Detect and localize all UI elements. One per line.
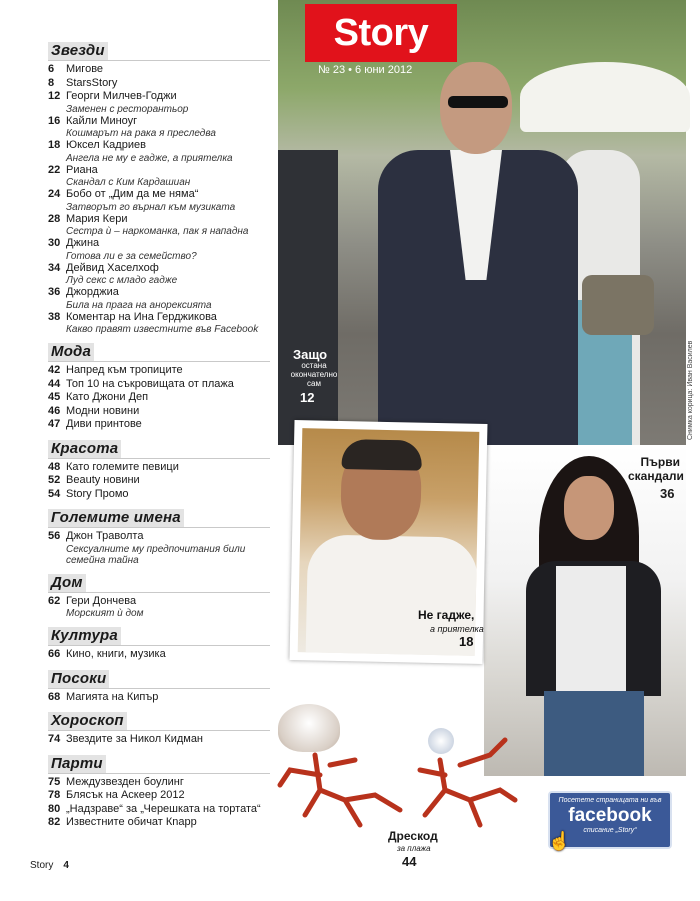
toc-section — [48, 42, 270, 335]
toc-page-number: 75 — [48, 775, 61, 788]
toc-section — [48, 619, 270, 662]
section-divider — [48, 527, 270, 528]
caption-why-sub: остана окончателно сам — [290, 361, 338, 388]
toc-entry-subtitle: Морският ѝ дом — [66, 608, 144, 619]
toc-entry-title: Модни новини — [66, 404, 140, 417]
toc-page-number: 38 — [48, 310, 61, 323]
section-divider — [48, 773, 270, 774]
section-divider — [48, 730, 270, 731]
toc-entry-title: Напред към тропиците — [66, 364, 183, 376]
toc-entry-title: Кайли Миноуг — [66, 114, 138, 127]
toc-entry — [48, 789, 270, 803]
toc-entry-title: Като Джони Деп — [66, 391, 149, 403]
toc-entry — [48, 461, 270, 475]
toc-entry-title: Юксел Кадриев — [66, 139, 146, 151]
toc-entry — [48, 488, 270, 502]
toc-entry-subtitle: Луд секс с младо гадже — [66, 275, 178, 286]
caption-dres-page: 44 — [402, 854, 417, 869]
hand-cursor-icon: ☝ — [548, 831, 571, 851]
cover-man — [378, 62, 578, 445]
page-number: 4 — [63, 860, 69, 871]
caption-dres-title: Дрескод — [388, 829, 438, 843]
pearl-icon — [428, 728, 454, 754]
toc-entry — [48, 733, 270, 747]
caption-dres-sub: за плажа — [397, 844, 431, 853]
toc-page-number: 22 — [48, 163, 61, 176]
toc-section — [48, 432, 270, 502]
section-divider — [48, 688, 270, 689]
section-divider — [48, 60, 270, 61]
facebook-sub-text: списание „Story“ — [583, 827, 637, 834]
toc-page-number: 52 — [48, 474, 61, 486]
toc-entry-title: StarsStory — [66, 76, 118, 89]
section-heading: Култура — [48, 627, 121, 645]
section-heading: Големите имена — [48, 509, 184, 527]
toc-entry-subtitle: Била на прага на анорексията — [66, 299, 212, 311]
toc-entry-title: Известните обичат Кnapp — [66, 816, 197, 828]
toc-entry-title: Джина — [66, 237, 100, 249]
toc-page-number: 62 — [48, 594, 61, 607]
caption-first-page: 36 — [660, 486, 675, 501]
handbag — [582, 275, 654, 335]
toc-page-number: 42 — [48, 364, 61, 376]
toc-entry-title: Георги Милчев-Годжи — [66, 90, 177, 102]
toc-entry-subtitle: Готова ли е за семейство? — [66, 250, 197, 262]
toc-entry-title: Блясък на Аскеер 2012 — [66, 789, 185, 801]
toc-page-number: 8 — [48, 76, 55, 89]
caption-why-title: Защо — [293, 347, 328, 362]
table-of-contents — [48, 42, 270, 830]
sunglasses-icon — [448, 96, 508, 108]
toc-entry — [48, 213, 270, 227]
issue-date: № 23 • 6 юни 2012 — [318, 64, 413, 76]
toc-page-number: 16 — [48, 114, 61, 127]
toc-entry-subtitle: Сестра ѝ – наркоманка, пак я нападна — [66, 226, 249, 237]
section-heading: Парти — [48, 755, 106, 773]
toc-entry-title: Звездите за Никол Кидман — [66, 733, 204, 745]
toc-entry — [48, 776, 270, 790]
toc-entry-title: Като големите певици — [66, 460, 179, 473]
toc-page-number: 34 — [48, 261, 61, 274]
toc-entry-title: Мигове — [66, 63, 104, 75]
toc-page-number: 24 — [48, 188, 61, 200]
section-heading: Дом — [48, 574, 86, 592]
toc-entry-title: Бобо от „Дим да ме няма“ — [66, 188, 199, 200]
facebook-name: facebook — [568, 805, 652, 826]
toc-page-number: 54 — [48, 487, 61, 500]
toc-entry-title: Story Промо — [66, 487, 129, 500]
toc-entry — [48, 803, 270, 817]
toc-section — [48, 335, 270, 432]
toc-page-number: 74 — [48, 733, 61, 745]
toc-entry — [48, 405, 270, 419]
toc-page-number: 80 — [48, 802, 61, 815]
toc-entry-title: Мария Кери — [66, 212, 128, 225]
caption-why-page: 12 — [300, 390, 315, 405]
toc-section — [48, 747, 270, 830]
toc-entry — [48, 816, 270, 830]
shell-icon — [278, 704, 340, 752]
toc-page-number: 82 — [48, 816, 61, 828]
toc-entry-title: Гери Дончева — [66, 594, 137, 607]
toc-entry — [48, 311, 270, 325]
toc-entry — [48, 530, 270, 544]
toc-entry — [48, 474, 270, 488]
section-divider — [48, 645, 270, 646]
toc-entry — [48, 364, 270, 378]
section-heading: Красота — [48, 440, 121, 458]
toc-page-number: 48 — [48, 460, 61, 473]
toc-page-number: 6 — [48, 63, 55, 75]
toc-entry-title: „Надзраве“ за „Черешката на тортата“ — [66, 802, 261, 815]
section-heading: Мода — [48, 343, 94, 361]
toc-entry-subtitle: Сексуалните му предпочитания били семейна тайна — [66, 543, 246, 566]
toc-entry-subtitle: Заменен с ресторантьор — [66, 103, 189, 115]
toc-entry-subtitle: Кошмарът на рака я преследва — [66, 128, 216, 139]
caption-ne-sub: а приятелка — [430, 624, 484, 634]
toc-entry — [48, 378, 270, 392]
section-heading: Звезди — [48, 42, 108, 60]
toc-entry — [48, 262, 270, 276]
toc-entry-subtitle: Какво правят известните във Facebook — [66, 324, 259, 335]
toc-entry — [48, 595, 270, 609]
toc-entry-title: Риана — [66, 163, 98, 176]
toc-page-number: 78 — [48, 789, 61, 801]
toc-section — [48, 566, 270, 620]
toc-page-number: 66 — [48, 648, 61, 660]
toc-page-number: 18 — [48, 139, 61, 151]
toc-page-number: 45 — [48, 391, 61, 403]
toc-page-number: 46 — [48, 404, 61, 417]
toc-entry — [48, 90, 270, 104]
story-logo: Story — [305, 4, 457, 62]
footer-brand: Story — [30, 860, 54, 871]
toc-page-number: 68 — [48, 690, 61, 703]
toc-entry — [48, 63, 270, 77]
toc-page-number: 36 — [48, 286, 61, 298]
toc-page-number: 12 — [48, 90, 61, 102]
toc-page-number: 28 — [48, 212, 61, 225]
toc-entry — [48, 164, 270, 178]
toc-entry — [48, 648, 270, 662]
toc-entry — [48, 188, 270, 202]
toc-entry — [48, 286, 270, 300]
toc-entry-title: Коментар на Ина Герджикова — [66, 310, 217, 323]
section-divider — [48, 361, 270, 362]
section-heading: Хороскоп — [48, 712, 127, 730]
toc-section — [48, 501, 270, 566]
toc-entry-title: Междузвезден боулинг — [66, 775, 184, 788]
toc-entry — [48, 237, 270, 251]
toc-entry-title: Кино, книги, музика — [66, 648, 166, 660]
toc-section — [48, 662, 270, 705]
toc-page-number: 47 — [48, 418, 61, 430]
section-divider — [48, 592, 270, 593]
caption-ne-page: 18 — [459, 634, 474, 649]
toc-entry-title: Дейвид Хаселхоф — [66, 261, 159, 274]
toc-section — [48, 704, 270, 747]
toc-page-number: 56 — [48, 530, 61, 542]
toc-entry-title: Beauty новини — [66, 474, 140, 486]
caption-first-title: Първи скандали — [628, 455, 684, 483]
toc-page-number: 44 — [48, 377, 61, 390]
toc-entry — [48, 418, 270, 432]
section-divider — [48, 458, 270, 459]
toc-entry-subtitle: Ангела не му е гадже, а приятелка — [66, 152, 233, 164]
toc-entry — [48, 115, 270, 129]
toc-entry-title: Джорджиа — [66, 286, 119, 298]
toc-entry — [48, 139, 270, 153]
page-footer — [30, 860, 69, 871]
toc-entry — [48, 691, 270, 705]
toc-entry-subtitle: Затворът го върнал към музиката — [66, 201, 236, 213]
facebook-top-text: Посетете страницата ни във — [558, 797, 662, 804]
toc-entry-title: Магията на Кипър — [66, 690, 159, 703]
toc-page-number: 30 — [48, 237, 61, 249]
caption-ne-title: Не гадже, — [418, 608, 475, 622]
toc-entry-title: Диви принтове — [66, 418, 142, 430]
toc-entry — [48, 391, 270, 405]
photo-credit: Снимка корица: Иван Василев — [687, 340, 694, 440]
toc-entry-subtitle: Скандал с Ким Кардашиан — [66, 177, 191, 188]
toc-entry-title: Джон Траволта — [66, 530, 144, 542]
section-heading: Посоки — [48, 670, 109, 688]
toc-entry-title: Топ 10 на съкровищата от плажа — [66, 377, 234, 390]
toc-entry — [48, 77, 270, 91]
